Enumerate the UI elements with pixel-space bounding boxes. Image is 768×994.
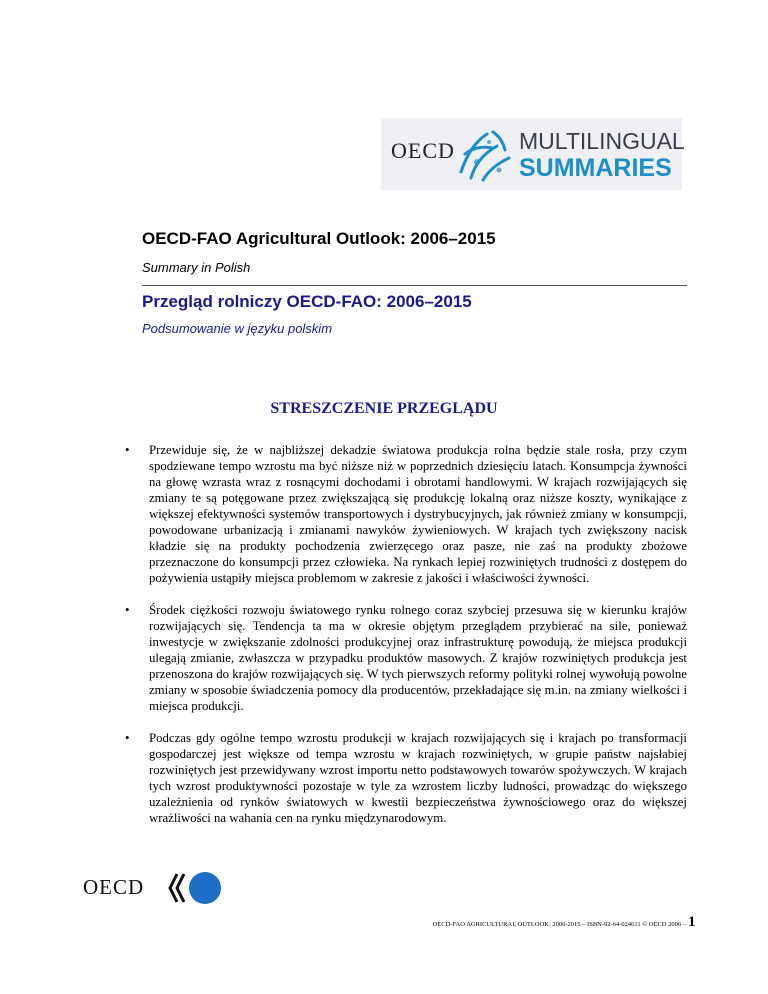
footer-citation: OECD-FAO AGRICULTURAL OUTLOOK: 2006-2015 – ISBN-92-64-024611 © OECD 2006 – [432,921,686,928]
bullet-text: Podczas gdy ogólne tempo wzrostu produkcji w krajach rozwijających się i krajach po transformacji gospodarczej jest większe od tempa wzrostu w krajach rozwiniętych, w grupie państw najsłabiej rozwiniętych jest przewidywany wzrost importu netto podstawowych towarów spożywczych. W krajach tych wzrost produktywności pozostaje w tyle za wzrostem liczby ludności, prowadząc do większego uzależnienia od rynków światowych w kwestii bezpieczeństwa żywnościowego oraz do większej wrażliwości na wahania cen na rynku międzynarodowym. [149,731,687,825]
logo-multilingual-text: MULTILINGUAL [519,128,685,154]
summary-bullet-list [125,442,687,842]
subtitle-polish: Podsumowanie w języku polskim [142,321,333,336]
list-item [125,442,687,586]
list-item [125,602,687,714]
bullet-text: Środek ciężkości rozwoju światowego rynku rolnego coraz szybciej przesuwa się w kierunku krajów rozwijających się. Tendencja ta ma w okresie objętym przeglądem przybierać na sile, ponieważ inwestycje w zwiększanie zdolności produkcyjnej oraz infrastrukturę powodują, że miejsca produkcji ulegają zmianie, zwłaszcza w przypadku produktów masowych. Z krajów rozwiniętych produkcja jest przenoszona do krajów rozwijających się. W tych pierwszych reformy polityki rolnej wywołują powolne zmiany w sposobie świadczenia pomocy dla producentów, przekładające się m.in. na zmiany wielkości i miejsca produkcji. [149,603,687,713]
multilingual-summaries-logo [381,118,685,190]
footer-oecd-logo [83,868,223,908]
bullet-icon: • [125,602,130,617]
header-divider [142,285,687,286]
title-english: OECD-FAO Agricultural Outlook: 2006–2015 [142,229,496,248]
bullet-icon: • [125,730,130,745]
logo-oecd-text: OECD [391,138,455,163]
section-title: STRESZCZENIE PRZEGLĄDU [270,400,498,417]
bullet-icon: • [125,442,130,457]
subtitle-english: Summary in Polish [142,260,251,275]
title-polish: Przegląd rolniczy OECD-FAO: 2006–2015 [142,292,472,311]
logo-summaries-text: SUMMARIES [519,154,672,182]
bullet-text: Przewiduje się, że w najbliższej dekadzie światowa produkcja rolna będzie stale rosła, przy czym spodziewane tempo wzrostu ma być niższe niż w poprzednich dziesięciu latach. Konsumpcja żywności na głowę wzrasta wraz z rosnącymi dochodami i obrotami handlowymi. W krajach rozwijających się zmiany te są potęgowane przez zwiększającą się produkcję lokalną oraz niższe koszty, wynikające z większej efektywności systemów transportowych i dystrybucyjnych, jak również zmiany w konsumpcji, powodowane urbanizacją i zmianami nawyków żywieniowych. W krajach tych zwiększony nacisk kładzie się na produkty pochodzenia zwierzęcego oraz pasze, nie zaś na produkty zbożowe przeznaczone do konsumpcji przez człowieka. Na rynkach lepiej rozwiniętych trudności z dostępem do pożywienia ustąpiły miejsca problemom w zakresie z jakości i właściwości żywności. [149,443,687,585]
footer-logo-text: OECD [83,875,145,899]
oecd-emblem-icon [167,868,223,908]
page-number: 1 [688,914,696,930]
swirl-graphic-icon [453,124,515,184]
list-item [125,730,687,826]
